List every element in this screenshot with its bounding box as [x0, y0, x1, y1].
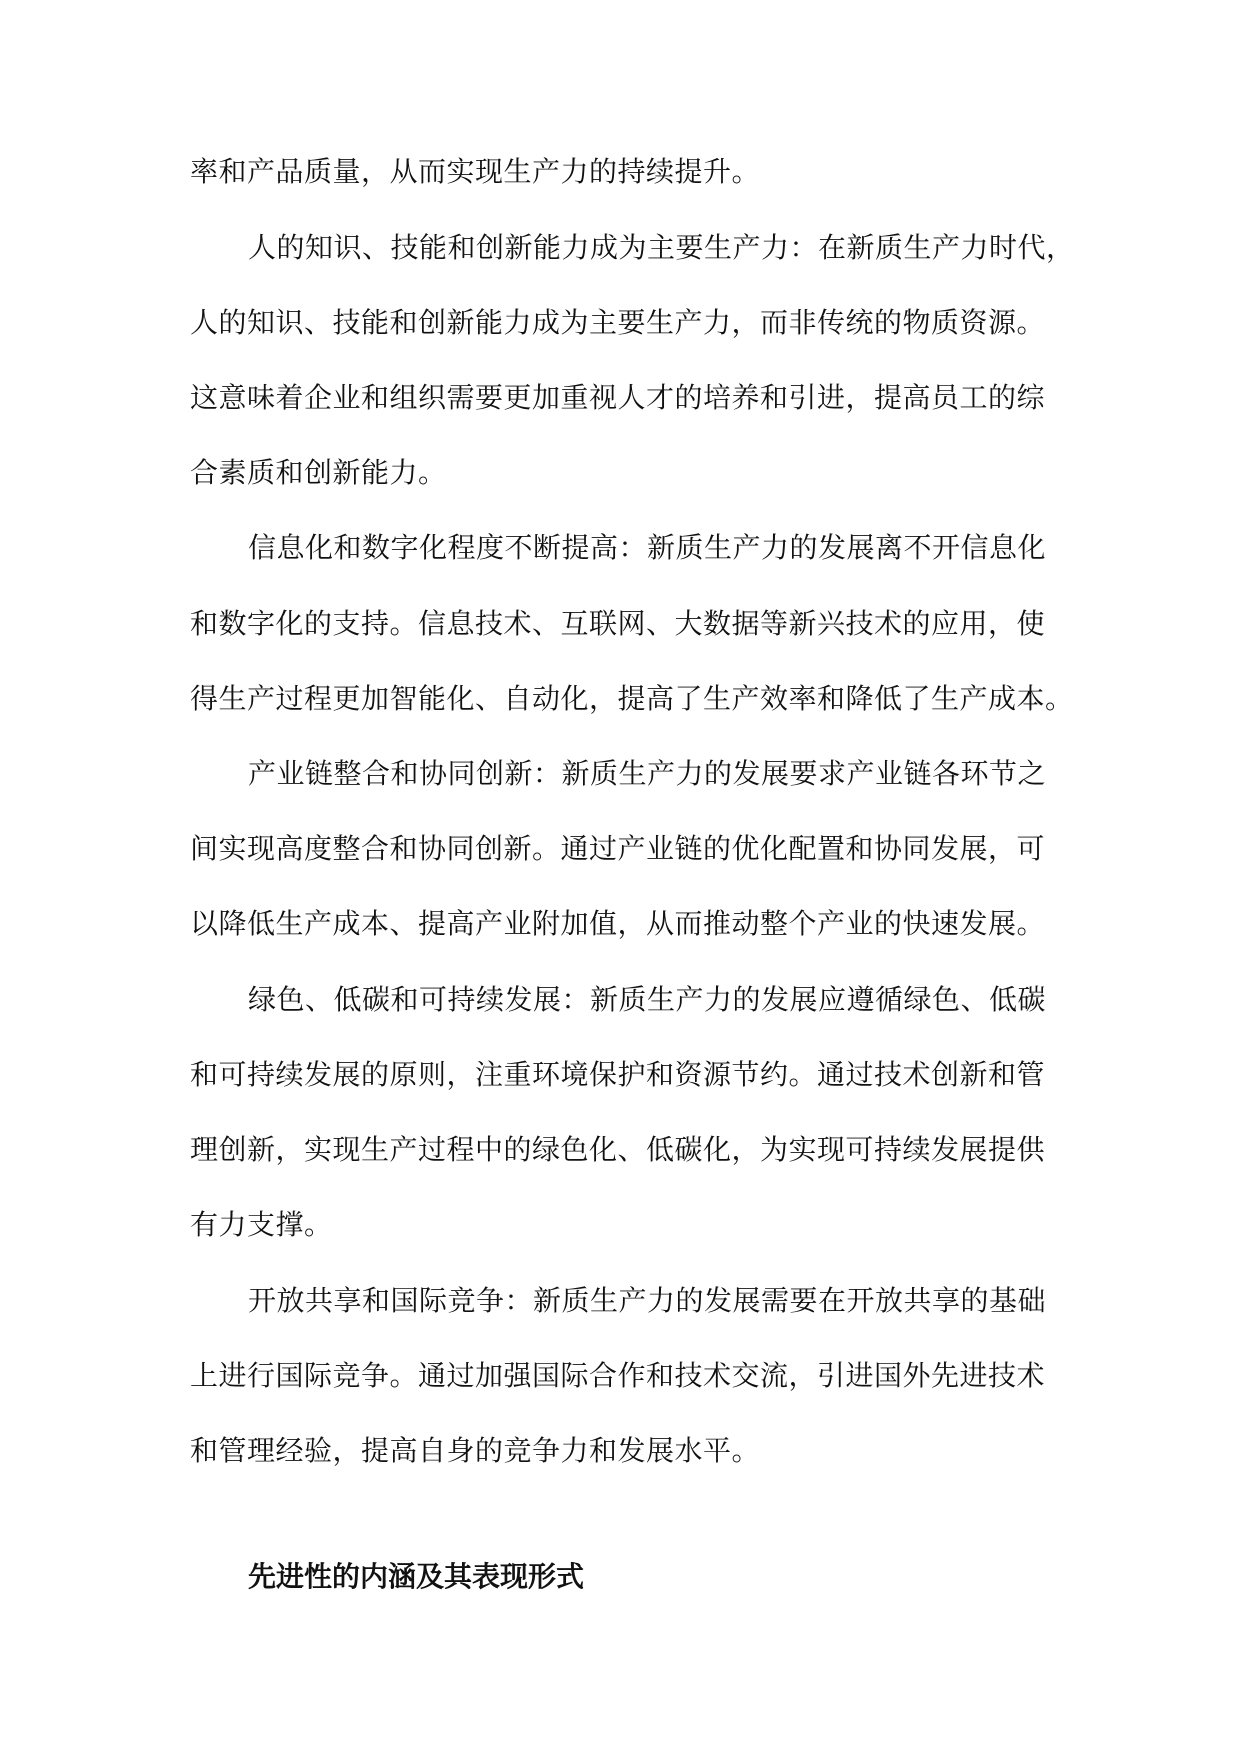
- paragraph-start-line: 绿色、低碳和可持续发展：新质生产力的发展应遵循绿色、低碳: [248, 983, 1047, 1016]
- paragraph-start-line: 开放共享和国际竞争：新质生产力的发展需要在开放共享的基础: [248, 1284, 1047, 1317]
- text-line: 理创新，实现生产过程中的绿色化、低碳化，为实现可持续发展提供: [190, 1133, 1046, 1166]
- text-line: 得生产过程更加智能化、自动化，提高了生产效率和降低了生产成本。: [190, 682, 1074, 715]
- text-line: 人的知识、技能和创新能力成为主要生产力，而非传统的物质资源。: [190, 306, 1046, 339]
- text-line: 以降低生产成本、提高产业附加值，从而推动整个产业的快速发展。: [190, 907, 1046, 940]
- text-line: 上进行国际竞争。通过加强国际合作和技术交流，引进国外先进技术: [190, 1359, 1046, 1392]
- text-line: 率和产品质量，从而实现生产力的持续提升。: [190, 155, 761, 188]
- text-line: 合素质和创新能力。: [190, 456, 447, 489]
- text-line: 和数字化的支持。信息技术、互联网、大数据等新兴技术的应用，使: [190, 607, 1046, 640]
- text-line: 间实现高度整合和协同创新。通过产业链的优化配置和协同发展，可: [190, 832, 1046, 865]
- text-line: 和可持续发展的原则，注重环境保护和资源节约。通过技术创新和管: [190, 1058, 1046, 1091]
- paragraph-start-line: 人的知识、技能和创新能力成为主要生产力：在新质生产力时代，: [248, 231, 1075, 264]
- section-heading: 先进性的内涵及其表现形式: [248, 1560, 585, 1593]
- text-line: 这意味着企业和组织需要更加重视人才的培养和引进，提高员工的综: [190, 381, 1046, 414]
- text-line: 和管理经验，提高自身的竞争力和发展水平。: [190, 1434, 761, 1467]
- paragraph-start-line: 产业链整合和协同创新：新质生产力的发展要求产业链各环节之: [248, 757, 1047, 790]
- text-line: 有力支撑。: [190, 1208, 333, 1241]
- paragraph-start-line: 信息化和数字化程度不断提高：新质生产力的发展离不开信息化: [248, 531, 1047, 564]
